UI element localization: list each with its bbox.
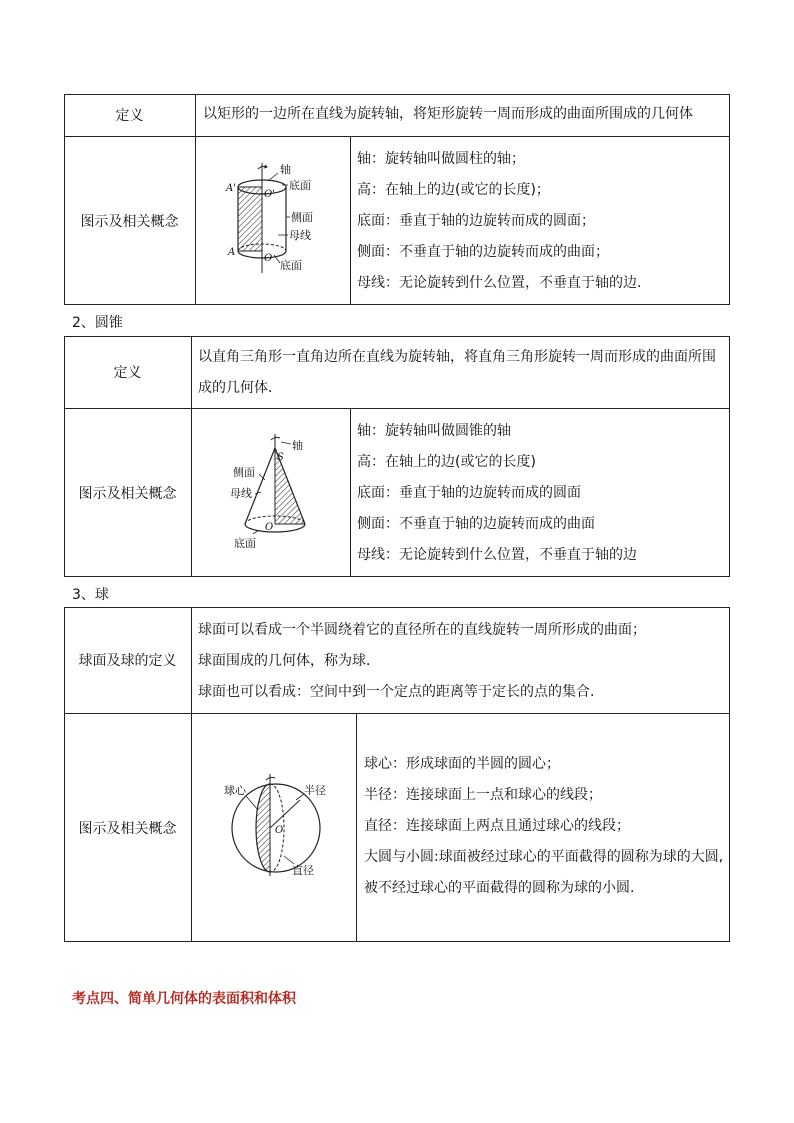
- cylinder-figure-divider: [350, 136, 351, 305]
- sphere-figure-divider: [356, 713, 357, 942]
- sphere-concept-center: 球心：形成球面的半圆的圆心；: [364, 756, 560, 772]
- cone-label-side: 侧面: [233, 466, 255, 479]
- sphere-figure-label: 图示及相关概念: [78, 820, 177, 837]
- cone-concept-base: 底面：垂直于轴的边旋转而成的圆面: [357, 485, 581, 501]
- sphere-definition-line2: 球面围成的几何体，称为球．: [198, 653, 380, 669]
- sphere-label-radius: 半径: [304, 784, 326, 797]
- sphere-definition-line3: 球面也可以看成：空间中到一个定点的距离等于定长的点的集合.: [198, 684, 595, 700]
- sphere-label-O: O: [275, 825, 284, 836]
- cylinder-concept-axis: 轴：旋转轴叫做圆柱的轴；: [357, 151, 525, 167]
- cone-concept-height: 高：在轴上的边(或它的长度): [357, 454, 536, 470]
- sphere-diagram: [218, 770, 338, 885]
- cone-concept-axis: 轴：旋转轴叫做圆锥的轴: [357, 423, 511, 439]
- sphere-concept-radius: 半径：连接球面上一点和球心的线段；: [364, 787, 602, 803]
- cylinder-label-O: O: [264, 253, 273, 264]
- sphere-table-col-divider: [191, 607, 192, 942]
- cone-figure-label: 图示及相关概念: [78, 485, 177, 502]
- cone-label-generatrix: 母线: [230, 487, 252, 500]
- sphere-definition-label: 球面及球的定义: [78, 653, 177, 669]
- cylinder-diagram: [220, 155, 330, 280]
- sphere-concept-great-circle: 大圆与小圆:球面被经过球心的平面截得的圆称为球的大圆,: [364, 849, 724, 865]
- cone-label-bottom: 底面: [234, 537, 256, 550]
- cone-concept-side: 侧面：不垂直于轴的边旋转而成的曲面: [357, 516, 595, 532]
- cylinder-label-A: A: [228, 247, 236, 258]
- cylinder-definition-label: 定义: [115, 108, 144, 124]
- cylinder-concept-height: 高：在轴上的边(或它的长度)；: [357, 182, 550, 198]
- cylinder-label-generatrix: 母线: [289, 229, 311, 242]
- sphere-definition-line1: 球面可以看成一个半圆绕着它的直径所在的直线旋转一周所形成的曲面；: [198, 622, 646, 638]
- cylinder-concept-side: 侧面：不垂直于轴的边旋转而成的曲面；: [357, 244, 609, 260]
- cylinder-label-axis: 轴: [280, 163, 291, 176]
- next-section-heading: 考点四、简单几何体的表面积和体积: [72, 991, 296, 1007]
- sphere-label-diameter: 直径: [292, 864, 314, 877]
- cone-figure-divider: [350, 408, 351, 577]
- cylinder-label-top: 底面: [289, 179, 311, 192]
- cylinder-figure-label: 图示及相关概念: [80, 213, 179, 230]
- cone-section-title: 2、圆锥: [72, 315, 123, 331]
- cylinder-label-A1: A': [226, 183, 236, 194]
- cylinder-concept-generatrix: 母线：无论旋转到什么位置，不垂直于轴的边.: [357, 275, 642, 291]
- cone-diagram: [225, 430, 330, 555]
- sphere-section-title: 3、球: [72, 587, 109, 603]
- sphere-concept-small-circle: 被不经过球心的平面截得的圆称为球的小圆.: [364, 880, 635, 896]
- cylinder-definition-text: 以矩形的一边所在直线为旋转轴，将矩形旋转一周而形成的曲面所围成的几何体: [203, 106, 693, 122]
- cone-definition-label: 定义: [113, 365, 142, 381]
- cylinder-label-bottom: 底面: [280, 259, 302, 272]
- cone-label-axis: 轴: [292, 439, 303, 452]
- cylinder-label-side: 侧面: [291, 211, 313, 224]
- sphere-concept-diameter: 直径：连接球面上两点且通过球心的线段；: [364, 818, 630, 834]
- cylinder-label-O1: O': [264, 189, 275, 200]
- cone-concept-generatrix: 母线：无论旋转到什么位置，不垂直于轴的边: [357, 547, 637, 563]
- cone-label-S: S: [277, 452, 284, 463]
- cone-definition-line2: 成的几何体.: [198, 380, 273, 396]
- cone-label-O: O: [265, 522, 274, 533]
- cone-table-col-divider: [191, 336, 192, 577]
- cylinder-concept-base: 底面：垂直于轴的边旋转而成的圆面；: [357, 213, 595, 229]
- cylinder-table-col-divider: [195, 94, 196, 305]
- sphere-label-center: 球心: [224, 784, 246, 797]
- cone-definition-line1: 以直角三角形一直角边所在直线为旋转轴，将直角三角形旋转一周而形成的曲面所围: [198, 349, 716, 365]
